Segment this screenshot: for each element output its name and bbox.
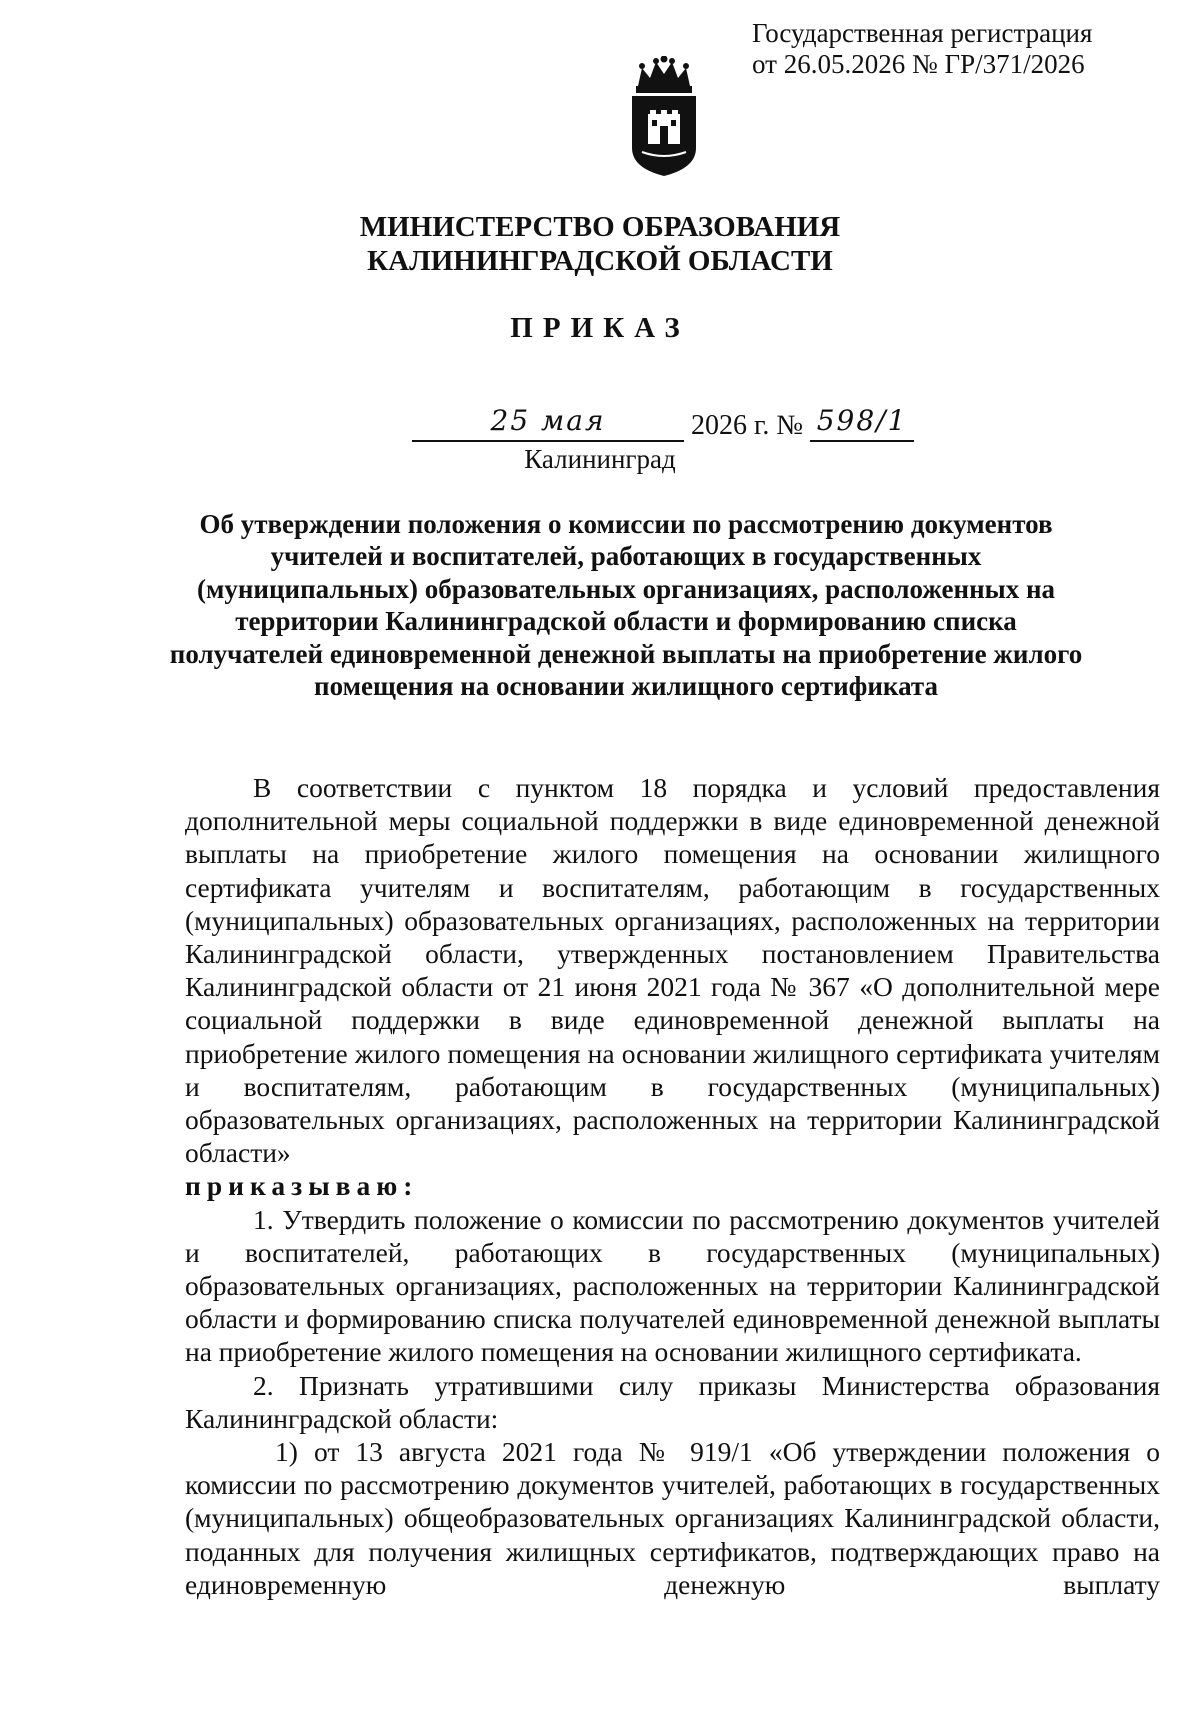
ministry-line-2: КАЛИНИНГРАДСКОЙ ОБЛАСТИ <box>367 245 833 277</box>
document-type: ПРИКАЗ <box>510 312 690 344</box>
registration-line-1: Государственная регистрация <box>752 18 1093 48</box>
coat-of-arms-icon <box>616 56 712 178</box>
ministry-name <box>0 210 1200 278</box>
order-item-2-1: 1) от 13 августа 2021 года № 919/1 «Об утверждении положения о комиссии по рассмотрению документов учителей, работающих в государственных (муниципальных) общеобразовательных организациях Калининградской области, поданных для получения жилищных сертификатов, подтверждающих право на единовременную денежную выплату <box>185 1436 1160 1600</box>
order-word: приказываю: <box>185 1170 419 1202</box>
registration-stamp <box>752 18 1092 80</box>
ministry-line-1: МИНИСТЕРСТВО ОБРАЗОВАНИЯ <box>359 211 841 243</box>
order-item-1: 1. Утвердить положение о комиссии по рассмотрению документов учителей и воспитателей, работающих в государственных (муниципальных) образовательных организациях, расположенных на территории Калининградской области и формированию списка получателей единовременной денежной выплаты на приобретение жилого помещения на основании жилищного сертификата. <box>185 1203 1160 1368</box>
order-date-line <box>412 404 914 442</box>
order-subject: Об утверждении положения о комиссии по рассмотрению документов учителей и воспитателей, работающих в государственных (муниципальных) образовательных организациях, расположенных на территории Калининградской области и формированию списка получателей единовременной денежной выплаты на приобретение жилого помещения на основании жилищного сертификата <box>169 509 1083 702</box>
order-item-2: 2. Признать утратившими силу приказы Министерства образования Калининградской области: <box>185 1369 1160 1434</box>
city-name: Калининград <box>524 444 676 474</box>
registration-line-2: от 26.05.2026 № ГР/371/2026 <box>752 49 1085 79</box>
order-year-label: 2026 г. № <box>691 410 804 441</box>
order-number-handwritten: 598/1 <box>810 404 914 442</box>
order-body <box>185 771 1160 1601</box>
order-date-handwritten: 25 мая <box>412 404 684 442</box>
preamble-paragraph: В соответствии с пунктом 18 порядка и условий предоставления дополнительной меры социальной поддержки в виде единовременной денежной выплаты на приобретение жилого помещения на основании жилищного сертификата учителям и воспитателям, работающим в государственных (муниципальных) образовательных организациях, расположенных на территории Калининградской области, утвержденных постановлением Правительства Калининградской области от 21 июня 2021 года № 367 «О дополнительной мере социальной поддержки в виде единовременной денежной выплаты на приобретение жилого помещения на основании жилищного сертификата учителям и воспитателям, работающим в государственных (муниципальных) образовательных организациях, расположенных на территории Калининградской области» <box>185 772 1160 1169</box>
